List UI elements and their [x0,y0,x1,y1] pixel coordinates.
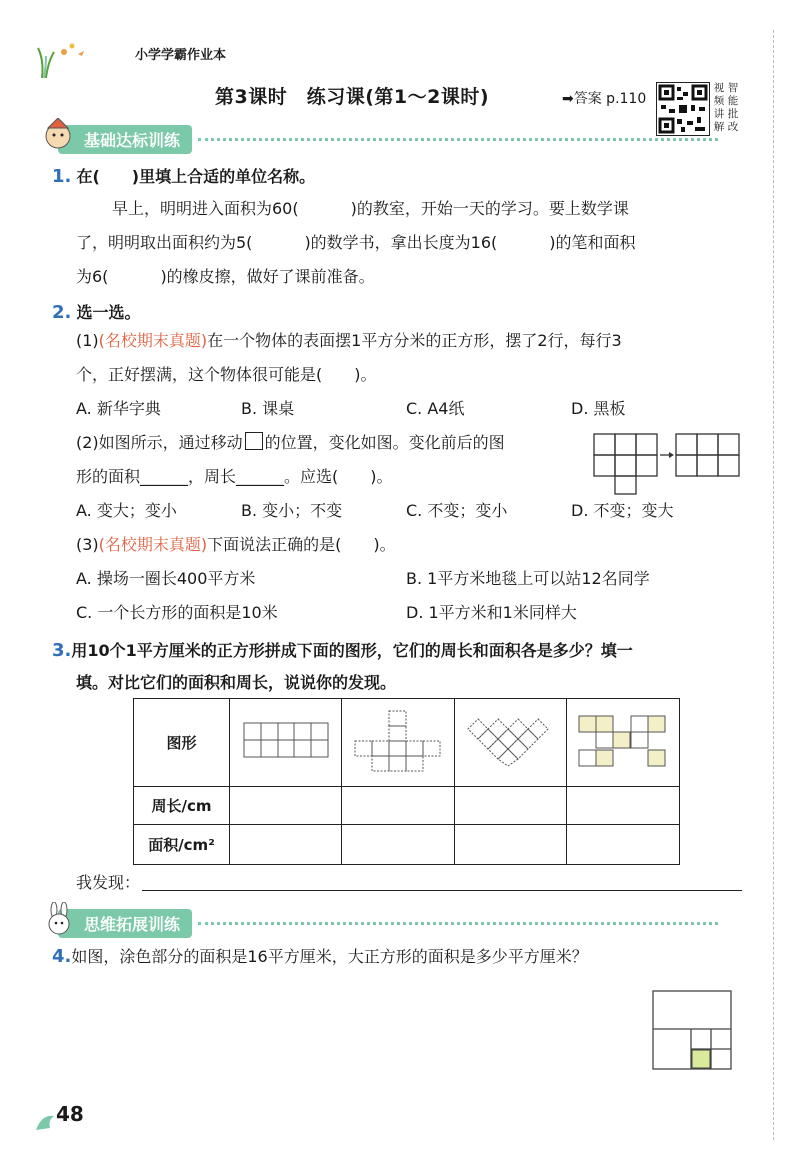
shapes-table [133,698,680,865]
option-c[interactable]: C. 不变；变小 [406,501,508,520]
question-2-part-3-line: (3)(名校期末真题)下面说法正确的是( )。 [76,535,396,554]
cross-shape-figure [354,709,442,773]
shape-cell-4 [567,699,680,787]
question-2-part-2-options [76,494,716,528]
option-c[interactable]: C. 一个长方形的面积是10米 [76,603,278,622]
question-2-part-1-options [76,392,716,426]
option-b[interactable]: B. 课桌 [241,399,295,418]
finding-answer-line[interactable] [142,890,742,891]
section-title-basic: 基础达标训练 [58,125,192,154]
row-header-area: 面积/cm² [134,825,230,865]
option-d[interactable]: D. 黑板 [571,399,626,418]
qr-side-label: 视 智 频 能 讲 批 解 改 [713,82,739,133]
question-2-stem: 2. 选一选。 [52,302,141,323]
question-2-part-2-line-1: (2)如图所示，通过移动 的位置，变化如图。变化前后的图 [76,433,505,452]
answer-cell[interactable] [454,825,567,865]
answer-cell[interactable] [229,787,341,825]
question-1-stem: 1. 在( )里填上合适的单位名称。 [52,166,316,187]
section-title-extend: 思维拓展训练 [58,909,192,938]
shaded-square [692,1050,710,1068]
section-banner-basic [40,124,780,154]
row-header-perimeter: 周长/cm [134,787,230,825]
question-2-part-1-line-2: 个，正好摆满，这个物体很可能是( )。 [76,365,377,384]
answer-reference: ➡答案 p.110 [562,91,647,107]
shape-cell-2 [342,699,454,787]
exam-tag: (名校期末真题) [98,331,208,350]
table-row-area [134,825,680,865]
option-a[interactable]: A. 新华字典 [76,399,161,418]
plant-logo-icon [34,40,124,80]
question-1-line-2: 了，明明取出面积约为5( )的数学书，拿出长度为16( )的笔和面积 [76,233,636,252]
option-d[interactable]: D. 不变；变大 [571,501,674,520]
question-2-part-1-line-1: (1)(名校期末真题)在一个物体的表面摆1平方分米的正方形，摆了2行，每行3 [76,331,622,350]
table-row-perimeter [134,787,680,825]
option-a[interactable]: A. 变大；变小 [76,501,177,520]
question-4-stem: 4.如图，涂色部分的面积是16平方厘米，大正方形的面积是多少平方厘米？ [52,946,588,967]
option-c[interactable]: C. A4纸 [406,399,465,418]
finding-label: 我发现： [76,873,141,892]
exam-tag: (名校期末真题) [98,535,208,554]
move-square-figure [592,432,744,496]
page-edge-dash [773,30,774,1140]
answer-cell[interactable] [342,787,454,825]
lesson-title: 第3课时 练习课(第1～2课时) [215,86,490,108]
rabbit-mascot-icon [42,902,76,938]
answer-cell[interactable] [342,825,454,865]
question-2-part-2-line-2: 形的面积______，周长______。应选( )。 [76,467,393,486]
answer-cell[interactable] [454,787,567,825]
rectangle-shape-figure [243,721,329,761]
answer-cell[interactable] [567,787,680,825]
shape-cell-3 [454,699,567,787]
option-b[interactable]: B. 变小；不变 [241,501,343,520]
row-header-shape: 图形 [134,699,230,787]
banner-dots [198,138,718,141]
option-b[interactable]: B. 1平方米地毯上可以站12名同学 [406,569,650,588]
stair-shape-figure [577,710,669,772]
question-3-stem-line-1: 3.用10个1平方厘米的正方形拼成下面的图形，它们的周长和面积各是多少？填一 [52,640,633,661]
question-1-line-3: 为6( )的橡皮擦，做好了课前准备。 [76,267,375,286]
banner-dots [198,922,718,925]
diamond-shape-figure [465,716,555,766]
option-a[interactable]: A. 操场一圈长400平方米 [76,569,256,588]
question-2-part-3-options-row-2 [76,596,736,630]
table-row-shape [134,699,680,787]
question-1-line-1: 早上，明明进入面积为60( )的教室，开始一天的学习。要上数学课 [112,199,629,218]
answer-cell[interactable] [229,825,341,865]
option-d[interactable]: D. 1平方米和1米同样大 [406,603,577,622]
question-2-part-3-options-row-1 [76,562,736,596]
pencil-mascot-icon [40,118,76,154]
nested-squares-figure [652,990,732,1070]
answer-cell[interactable] [567,825,680,865]
small-square-icon [245,432,263,450]
series-title: 小学学霸作业本 [135,48,227,63]
page-number: 48 [56,1102,84,1126]
section-banner-extend [40,908,780,938]
question-3-stem-line-2: 填。对比它们的面积和周长，说说你的发现。 [76,673,397,692]
shape-cell-1 [229,699,341,787]
